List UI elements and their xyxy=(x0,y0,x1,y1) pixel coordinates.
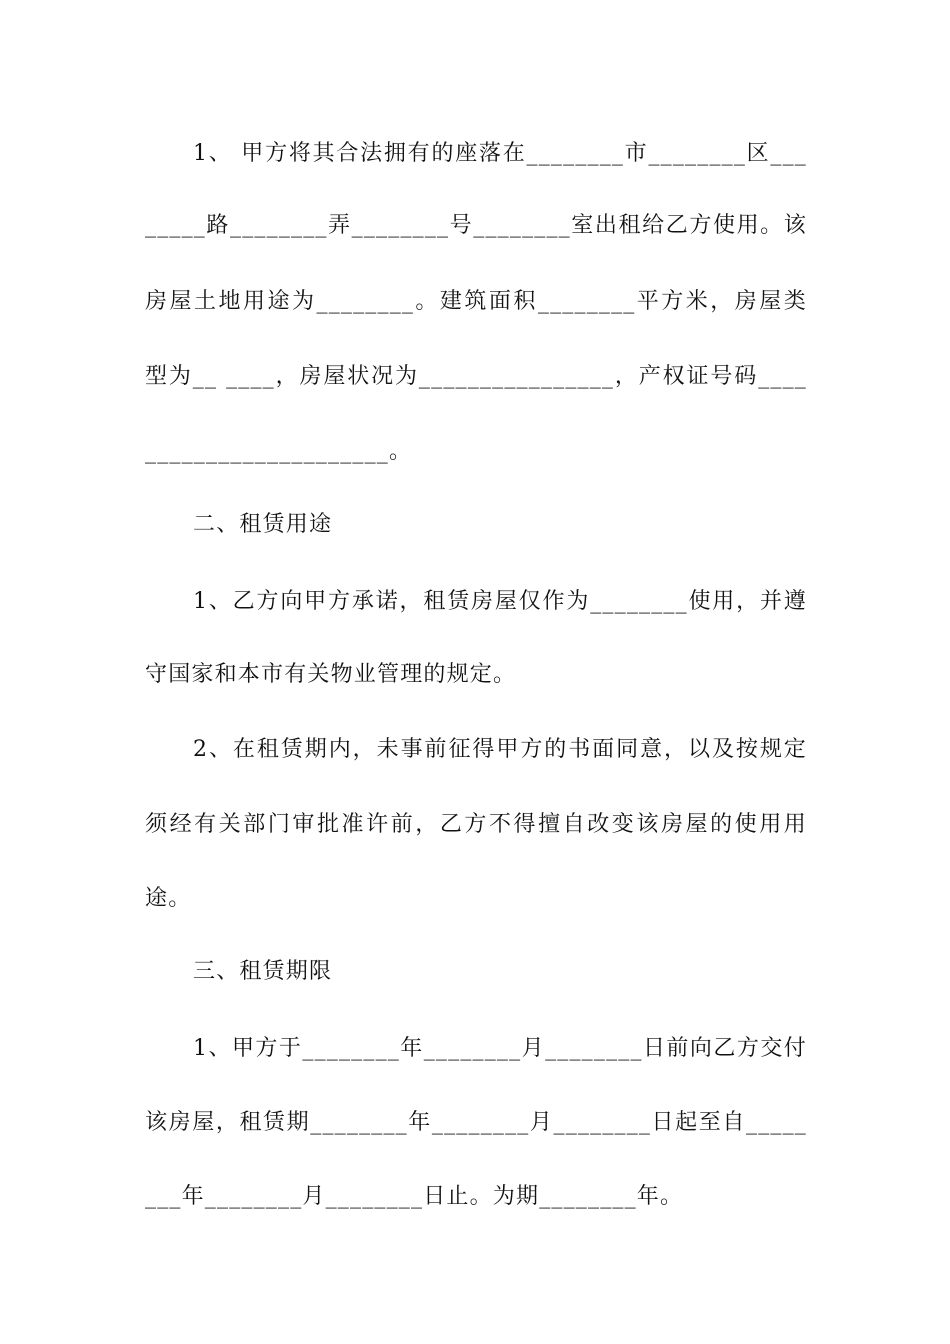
term-clause-1-line-2: 该房屋，租赁期________年________月________日起至自_____ xyxy=(145,1110,807,1135)
section-heading-lease-purpose: 二、租赁用途 xyxy=(193,512,333,537)
purpose-clause-2-line-1: 2、在租赁期内，未事前征得甲方的书面同意，以及按规定 xyxy=(193,737,807,762)
section-heading-lease-term: 三、租赁期限 xyxy=(193,959,333,984)
clause-1-line-2: _____路________弄________号________室出租给乙方使用。该 xyxy=(145,213,807,238)
purpose-clause-2-line-2: 须经有关部门审批准许前，乙方不得擅自改变该房屋的使用用 xyxy=(145,812,807,837)
clause-1-line-1: 1、 甲方将其合法拥有的座落在________市________区___ xyxy=(193,141,807,166)
purpose-clause-1-line-1: 1、乙方向甲方承诺，租赁房屋仅作为________使用，并遵 xyxy=(193,589,807,614)
term-clause-1-line-3: ___年________月________日止。为期________年。 xyxy=(145,1184,684,1209)
clause-1-line-3: 房屋土地用途为________。建筑面积________平方米，房屋类 xyxy=(145,289,807,314)
clause-1-line-5: ____________________。 xyxy=(145,439,413,464)
purpose-clause-1-line-2: 守国家和本市有关物业管理的规定。 xyxy=(145,662,517,687)
term-clause-1-line-1: 1、甲方于________年________月________日前向乙方交付 xyxy=(193,1036,807,1061)
purpose-clause-2-line-3: 途。 xyxy=(145,886,192,911)
clause-1-line-4: 型为__ ____，房屋状况为________________，产权证号码____ xyxy=(145,364,807,389)
